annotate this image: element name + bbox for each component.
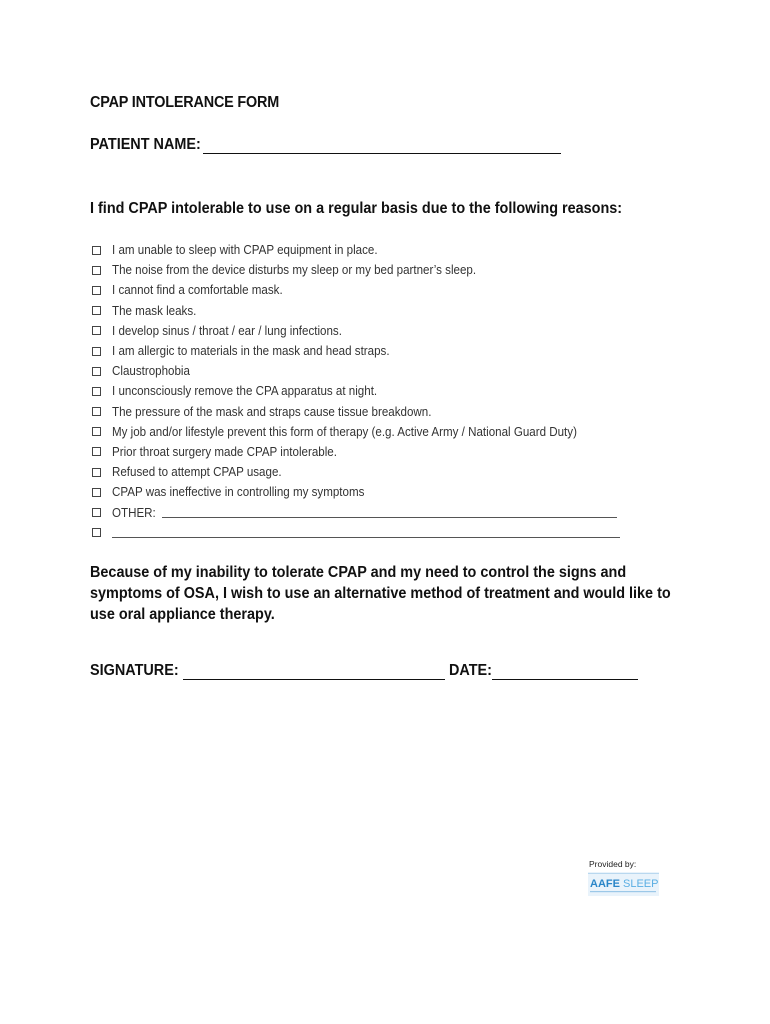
- checkbox-icon[interactable]: [92, 508, 101, 517]
- checkbox-icon[interactable]: [92, 347, 101, 356]
- reason-item: [92, 442, 620, 462]
- reasons-heading: I find CPAP intolerable to use on a regular basis due to the following reasons:: [90, 200, 623, 217]
- checkbox-icon[interactable]: [92, 468, 101, 477]
- checkbox-icon[interactable]: [92, 286, 101, 295]
- reason-text: I develop sinus / throat / ear / lung infections.: [112, 323, 342, 338]
- checkbox-icon[interactable]: [92, 488, 101, 497]
- statement-line: symptoms of OSA, I wish to use an alternative method of treatment and would like to: [90, 585, 671, 602]
- reasons-list: [92, 240, 620, 543]
- statement-paragraph: [90, 562, 730, 625]
- statement-line: Because of my inability to tolerate CPAP and my need to control the signs and: [90, 564, 627, 581]
- reason-item-other: [92, 502, 620, 522]
- reason-item: [92, 280, 620, 300]
- checkbox-icon[interactable]: [92, 528, 101, 537]
- reason-text: Prior throat surgery made CPAP intolerable.: [112, 444, 337, 459]
- checkbox-icon[interactable]: [92, 306, 101, 315]
- date-label: DATE:: [449, 662, 493, 679]
- patient-name-label: PATIENT NAME:: [90, 136, 201, 153]
- signature-field[interactable]: [183, 665, 445, 680]
- form-title: CPAP INTOLERANCE FORM: [90, 94, 280, 111]
- signature-label: SIGNATURE:: [90, 662, 179, 679]
- patient-name-row: [90, 136, 561, 154]
- reason-item: [92, 260, 620, 280]
- checkbox-icon[interactable]: [92, 407, 101, 416]
- logo-text-bold: AAFE: [590, 878, 620, 890]
- checkbox-icon[interactable]: [92, 447, 101, 456]
- reason-item: [92, 381, 620, 401]
- reason-text: I unconsciously remove the CPA apparatus at night.: [112, 384, 378, 399]
- reason-text: The noise from the device disturbs my sleep or my bed partner’s sleep.: [112, 263, 477, 278]
- reason-text: Claustrophobia: [112, 364, 190, 379]
- reason-text: Refused to attempt CPAP usage.: [112, 465, 282, 480]
- reason-item: [92, 341, 620, 361]
- reason-text: My job and/or lifestyle prevent this form of therapy (e.g. Active Army / National Guard Duty): [112, 424, 577, 439]
- statement-line: use oral appliance therapy.: [90, 606, 275, 623]
- reason-item: [92, 422, 620, 442]
- reason-text: The pressure of the mask and straps cause tissue breakdown.: [112, 404, 432, 419]
- other-field[interactable]: [162, 507, 617, 518]
- other-field-2[interactable]: [112, 527, 620, 538]
- reason-item: [92, 240, 620, 260]
- reason-item: [92, 301, 620, 321]
- reason-item: [92, 482, 620, 502]
- reason-text: I am allergic to materials in the mask and head straps.: [112, 344, 390, 359]
- checkbox-icon[interactable]: [92, 367, 101, 376]
- reason-text: The mask leaks.: [112, 303, 197, 318]
- checkbox-icon[interactable]: [92, 246, 101, 255]
- reason-item: [92, 361, 620, 381]
- checkbox-icon[interactable]: [92, 387, 101, 396]
- reason-text: I am unable to sleep with CPAP equipment in place.: [112, 243, 378, 258]
- provided-by-label: Provided by:: [589, 859, 637, 869]
- aafe-sleep-logo-icon: [588, 872, 659, 896]
- reason-item: [92, 402, 620, 422]
- checkbox-icon[interactable]: [92, 427, 101, 436]
- other-label: OTHER:: [112, 505, 156, 520]
- checkbox-icon[interactable]: [92, 326, 101, 335]
- reason-text: I cannot find a comfortable mask.: [112, 283, 283, 298]
- reason-item: [92, 462, 620, 482]
- patient-name-field[interactable]: [203, 139, 561, 154]
- checkbox-icon[interactable]: [92, 266, 101, 275]
- signature-row: [90, 662, 638, 680]
- logo-text-light: SLEEP: [623, 878, 659, 890]
- date-field[interactable]: [492, 665, 638, 680]
- reason-item-blank: [92, 523, 620, 543]
- reason-item: [92, 321, 620, 341]
- reason-text: CPAP was ineffective in controlling my symptoms: [112, 485, 365, 500]
